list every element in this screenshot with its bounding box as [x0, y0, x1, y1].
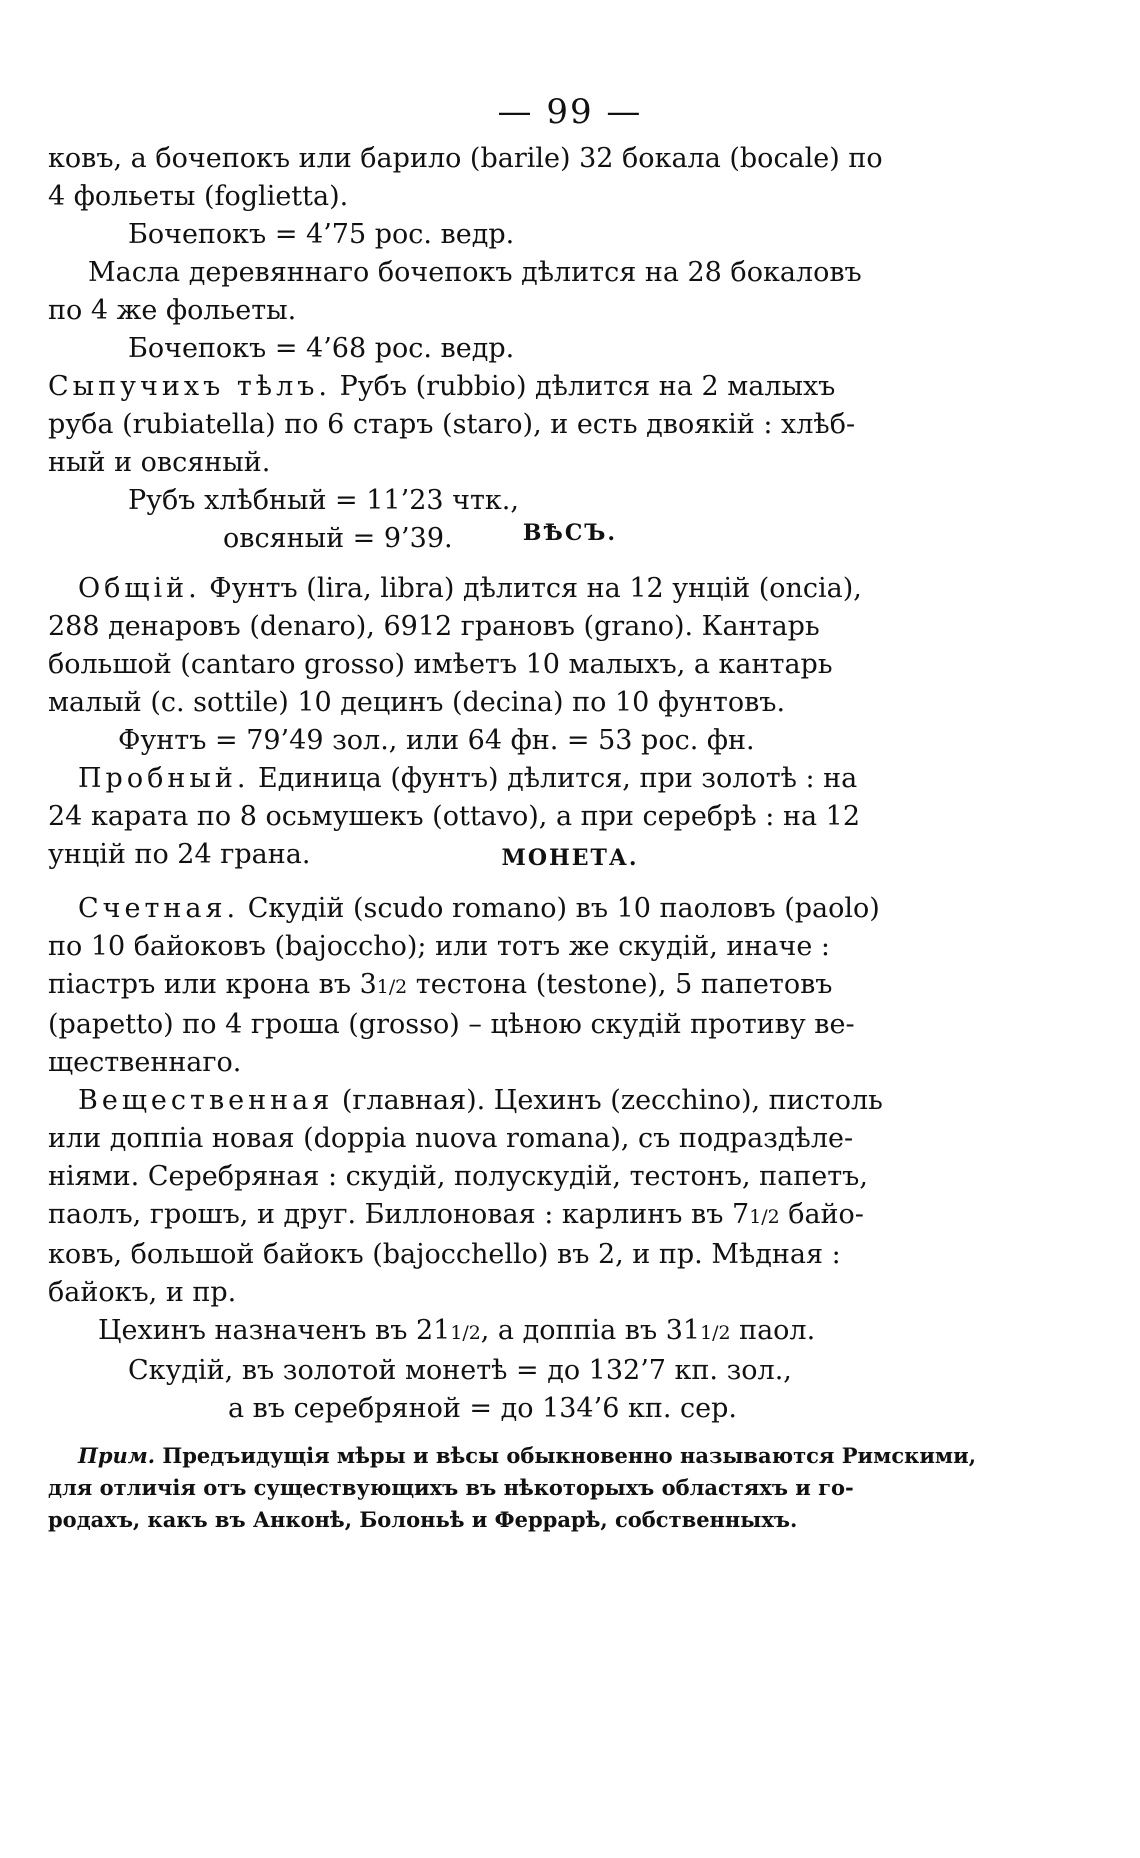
- text-line: (papetto) по 4 гроша (grosso) – цѣною скудій противу ве-: [48, 1009, 855, 1040]
- fraction: 1/2: [450, 1322, 481, 1344]
- text-line: [48, 368, 1048, 406]
- text-run: Цехинъ назначенъ въ 21: [98, 1315, 451, 1346]
- section-heading-weight: ВѢСЪ.: [522, 520, 618, 546]
- text-line: [48, 966, 1048, 1006]
- text-line: родахъ, какъ въ Анконѣ, Болоньѣ и Феррарѣ, собственныхъ.: [48, 1507, 798, 1532]
- text-line: Бочепокъ = 4’75 рос. ведр.: [128, 219, 515, 250]
- fraction: 1/2: [700, 1322, 731, 1344]
- text-line: ковъ, большой байокъ (bajocchello) въ 2, и пр. Мѣдная :: [48, 1239, 841, 1270]
- text-line: или доппіа новая (doppia nuova romana), съ подраздѣле-: [48, 1123, 854, 1154]
- text-line: Бочепокъ = 4’68 рос. ведр.: [128, 333, 515, 364]
- run-in-heading: Сыпучихъ тѣлъ.: [48, 371, 331, 402]
- text-line: малый (c. sottile) 10 децинъ (decina) по 10 фунтовъ.: [48, 687, 786, 718]
- text-line: [48, 1196, 1048, 1236]
- text-line: унцій по 24 грана.: [48, 839, 311, 870]
- text-line: байокъ, и пр.: [48, 1277, 237, 1308]
- text-line: [48, 1082, 1048, 1120]
- text-line: ный и овсяный.: [48, 447, 271, 478]
- text-run: паол.: [730, 1315, 816, 1346]
- section-heading-coin: МОНЕТА.: [501, 845, 639, 871]
- fraction: 1/2: [376, 976, 408, 998]
- text-line: 24 карата по 8 осьмушекъ (ottavo), а при серебрѣ : на 12: [48, 801, 860, 832]
- text-line: руба (rubiatella) по 6 старъ (staro), и есть двоякій : хлѣб-: [48, 409, 856, 440]
- text-run: Единица (фунтъ) дѣлится, при золотѣ : на: [249, 763, 858, 794]
- text-run: Рубъ (rubbio) дѣлится на 2 малыхъ: [331, 371, 836, 402]
- text-run: Предъидущія мѣры и вѣсы обыкновенно называются Римскими,: [155, 1443, 977, 1468]
- text-line: а въ серебряной = до 134’6 кп. сер.: [228, 1393, 737, 1424]
- text-line: большой (cantaro grosso) имѣетъ 10 малыхъ, а кантарь: [48, 649, 833, 680]
- footnote: [48, 1440, 1048, 1536]
- text-line: Масла деревяннаго бочепокъ дѣлится на 28 бокаловъ: [88, 257, 862, 288]
- text-line: [48, 890, 1048, 928]
- run-in-heading: Вещественная: [78, 1085, 334, 1116]
- text-line: [48, 1440, 1048, 1472]
- text-line: ніями. Серебряная : скудій, полускудій, тестонъ, папетъ,: [48, 1161, 868, 1192]
- page-number: — 99 —: [497, 92, 643, 132]
- section-coins: [48, 890, 1048, 1428]
- text-line: для отличія отъ существующихъ въ нѣкоторыхъ областяхъ и го-: [48, 1475, 854, 1500]
- text-line: Рубъ хлѣбный = 11’23 чтк.,: [128, 485, 519, 516]
- section-liquid-measures: [48, 140, 1048, 558]
- text-line: щественнаго.: [48, 1047, 242, 1078]
- fraction: 1/2: [749, 1206, 780, 1228]
- text-run: байо-: [779, 1199, 864, 1230]
- text-run: піастръ или крона въ 3: [48, 969, 377, 1000]
- text-line: по 4 же фольеты.: [48, 295, 297, 326]
- text-line: овсяный = 9’39.: [223, 523, 453, 554]
- text-run: , а доппіа въ 31: [480, 1315, 701, 1346]
- text-line: [48, 1312, 1048, 1352]
- run-in-heading: Общій.: [78, 573, 201, 604]
- section-weights: [48, 570, 1048, 874]
- text-line: по 10 байоковъ (bajocchо); или тотъ же скудій, иначе :: [48, 931, 831, 962]
- text-line: [48, 760, 1048, 798]
- note-label: Прим.: [78, 1443, 156, 1468]
- text-line: 4 фольеты (foglietta).: [48, 181, 349, 212]
- text-run: тестона (testone), 5 папетовъ: [407, 969, 833, 1000]
- text-run: паолъ, грошъ, и друг. Биллоновая : карлинъ въ 7: [48, 1199, 750, 1230]
- text-run: Скудій (scudo romano) въ 10 паоловъ (paolo): [239, 893, 880, 924]
- text-line: [48, 570, 1048, 608]
- run-in-heading: Пробный.: [78, 763, 250, 794]
- text-run: Фунтъ (lira, libra) дѣлится на 12 унцій (oncia),: [200, 573, 862, 604]
- run-in-heading: Счетная.: [78, 893, 240, 924]
- text-run: (главная). Цехинъ (zecchino), пистоль: [333, 1085, 883, 1116]
- text-line: Скудій, въ золотой монетѣ = до 132’7 кп. зол.,: [128, 1355, 792, 1386]
- text-line: 288 денаровъ (denaro), 6912 грановъ (grano). Кантарь: [48, 611, 820, 642]
- text-line: ковъ, а бочепокъ или барило (barile) 32 бокала (bocale) по: [48, 143, 883, 174]
- text-line: Фунтъ = 79’49 зол., или 64 фн. = 53 рос. фн.: [118, 725, 755, 756]
